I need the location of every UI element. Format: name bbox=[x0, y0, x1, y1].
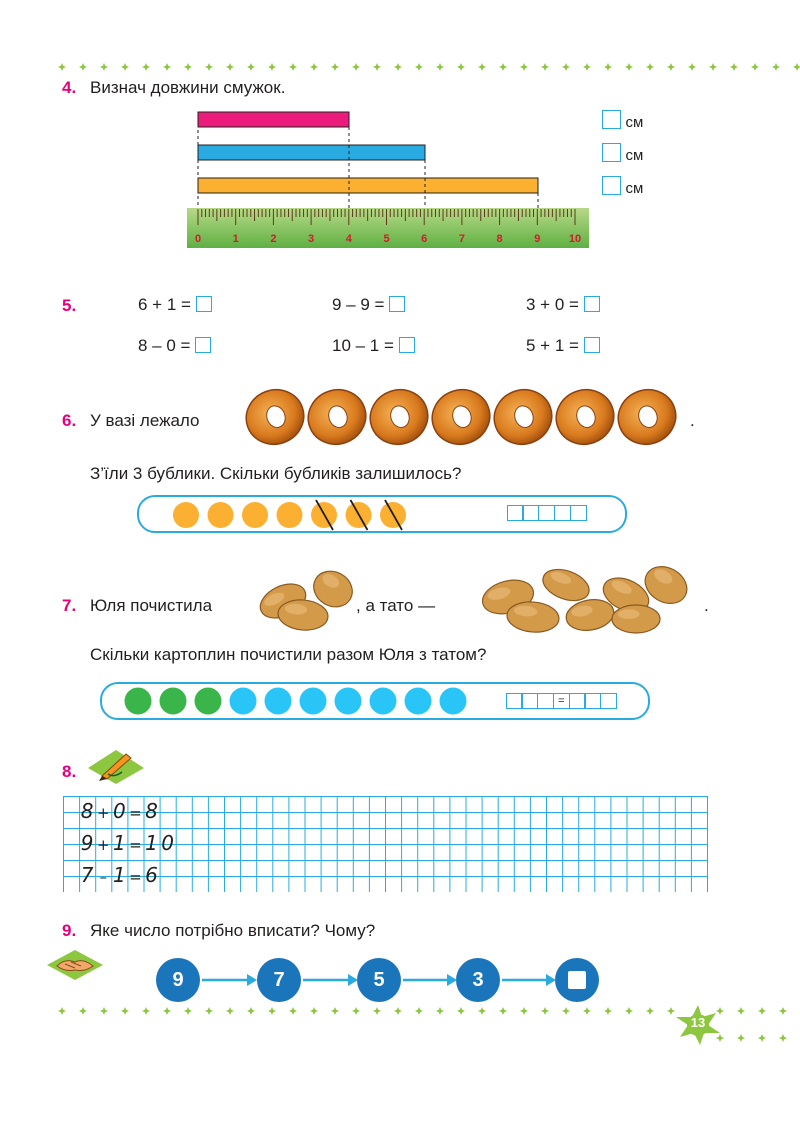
ruler-label: 8 bbox=[496, 233, 503, 245]
answer-box[interactable] bbox=[584, 296, 600, 312]
equation: 8 – 0 = bbox=[138, 336, 211, 356]
potato bbox=[564, 596, 616, 634]
task-7-question: Скільки картоплин почистили разом Юля з татом? bbox=[90, 645, 487, 664]
handwritten-digit: 0 bbox=[112, 799, 126, 823]
equation: 9 – 9 = bbox=[332, 295, 405, 315]
handwritten-digit: 1 bbox=[145, 831, 158, 855]
handwritten-digit: 1 bbox=[112, 863, 126, 887]
answer-box[interactable] bbox=[399, 337, 415, 353]
task-7-answer-cells[interactable]: = bbox=[507, 693, 617, 709]
sequence-number: 3 bbox=[456, 958, 500, 1002]
answer-cm-2: см bbox=[602, 143, 643, 165]
sentence-end-dot: . bbox=[690, 411, 695, 430]
ruler-label: 10 bbox=[568, 233, 582, 245]
handwritten-digit: + bbox=[96, 804, 110, 822]
answer-box[interactable] bbox=[568, 971, 586, 989]
counter-circle bbox=[265, 688, 292, 715]
counter-circle bbox=[173, 502, 199, 528]
handwritten-digit: 7 bbox=[80, 863, 94, 887]
task-7-text-1: Юля почистила bbox=[90, 596, 213, 615]
counter-circle bbox=[440, 688, 467, 715]
handwritten-digit: 1 bbox=[112, 831, 126, 855]
counter-circle bbox=[370, 688, 397, 715]
counter-circle bbox=[208, 502, 234, 528]
counter-circle bbox=[242, 502, 268, 528]
strip-magenta bbox=[198, 112, 349, 127]
ruler-label: 4 bbox=[345, 233, 352, 245]
handwritten-digit: 9 bbox=[80, 831, 94, 855]
handwritten-digit: 0 bbox=[161, 831, 175, 855]
answer-cm-3: см bbox=[602, 176, 643, 198]
task-5-number: 5. bbox=[62, 296, 77, 315]
ruler-label: 5 bbox=[383, 233, 390, 245]
sequence-arrows bbox=[200, 970, 560, 990]
sentence-end-dot: . bbox=[704, 596, 709, 615]
answer-box[interactable] bbox=[196, 296, 212, 312]
answer-box[interactable] bbox=[602, 110, 621, 129]
ruler-label: 7 bbox=[458, 233, 465, 245]
equation: 6 + 1 = bbox=[138, 295, 212, 315]
equation: 10 – 1 = bbox=[332, 336, 415, 356]
task-4-number: 4. bbox=[62, 78, 77, 97]
counter-circle bbox=[277, 502, 303, 528]
pencil-icon bbox=[86, 748, 146, 786]
sequence-number: 9 bbox=[156, 958, 200, 1002]
task-6-number: 6. bbox=[62, 411, 77, 430]
ruler-label: 1 bbox=[232, 233, 239, 245]
ruler-label: 0 bbox=[194, 233, 202, 245]
task-6-question: З’їли 3 бублики. Скільки бубликів залишилось? bbox=[90, 464, 462, 483]
counter-circle bbox=[300, 688, 327, 715]
task-9-number: 9. bbox=[62, 921, 77, 940]
sequence-answer-circle[interactable] bbox=[555, 958, 599, 1002]
answer-box[interactable] bbox=[584, 337, 600, 353]
potatoes-yulia-image bbox=[255, 563, 360, 633]
equation: 3 + 0 = bbox=[526, 295, 600, 315]
sequence-number: 5 bbox=[357, 958, 401, 1002]
task-6-circles bbox=[160, 498, 460, 532]
handwritten-digit: + bbox=[96, 836, 110, 854]
strip-blue bbox=[198, 145, 425, 160]
counter-circle bbox=[125, 688, 152, 715]
notebook-grid bbox=[63, 796, 713, 892]
counter-circle bbox=[195, 688, 222, 715]
task-7-number: 7. bbox=[62, 596, 77, 615]
ruler-label: 9 bbox=[534, 233, 541, 245]
task-7-text-2: , а тато — bbox=[356, 596, 436, 615]
strips-ruler-figure bbox=[185, 105, 605, 250]
task-4-text: Визнач довжини смужок. bbox=[90, 78, 286, 97]
handwritten-digit: = bbox=[129, 868, 142, 886]
task-8-number: 8. bbox=[62, 762, 77, 781]
potatoes-dad-image bbox=[478, 563, 698, 635]
page-number: 13 bbox=[690, 1015, 706, 1030]
task-7-circles bbox=[118, 684, 478, 718]
ruler-label: 6 bbox=[421, 233, 428, 245]
handwritten-digit: 8 bbox=[145, 799, 158, 823]
sequence-number: 7 bbox=[257, 958, 301, 1002]
handwritten-digit: 6 bbox=[145, 863, 158, 887]
task-6-answer-cells[interactable] bbox=[508, 505, 587, 521]
ruler-label: 2 bbox=[270, 233, 277, 245]
handwritten-digit: = bbox=[129, 836, 142, 854]
counter-circle bbox=[230, 688, 257, 715]
ruler-label: 3 bbox=[308, 233, 315, 245]
top-dotted-border bbox=[0, 60, 800, 74]
answer-box[interactable] bbox=[195, 337, 211, 353]
bagels-image bbox=[243, 386, 683, 448]
counter-circle bbox=[160, 688, 187, 715]
counter-circle bbox=[335, 688, 362, 715]
equation: 5 + 1 = bbox=[526, 336, 600, 356]
strip-yellow bbox=[198, 178, 538, 193]
answer-box[interactable] bbox=[602, 176, 621, 195]
task-6-text: У вазі лежало bbox=[90, 411, 200, 430]
handwritten-digit: 8 bbox=[80, 799, 94, 823]
handshake-icon bbox=[45, 948, 105, 982]
answer-box[interactable] bbox=[389, 296, 405, 312]
potato bbox=[612, 605, 660, 633]
task-9-text: Яке число потрібно вписати? Чому? bbox=[90, 921, 376, 940]
answer-cm-1: см bbox=[602, 110, 643, 132]
answer-box[interactable] bbox=[602, 143, 621, 162]
counter-circle bbox=[405, 688, 432, 715]
handwritten-digit: – bbox=[99, 868, 107, 886]
potato bbox=[539, 564, 594, 607]
handwritten-digit: = bbox=[129, 804, 142, 822]
